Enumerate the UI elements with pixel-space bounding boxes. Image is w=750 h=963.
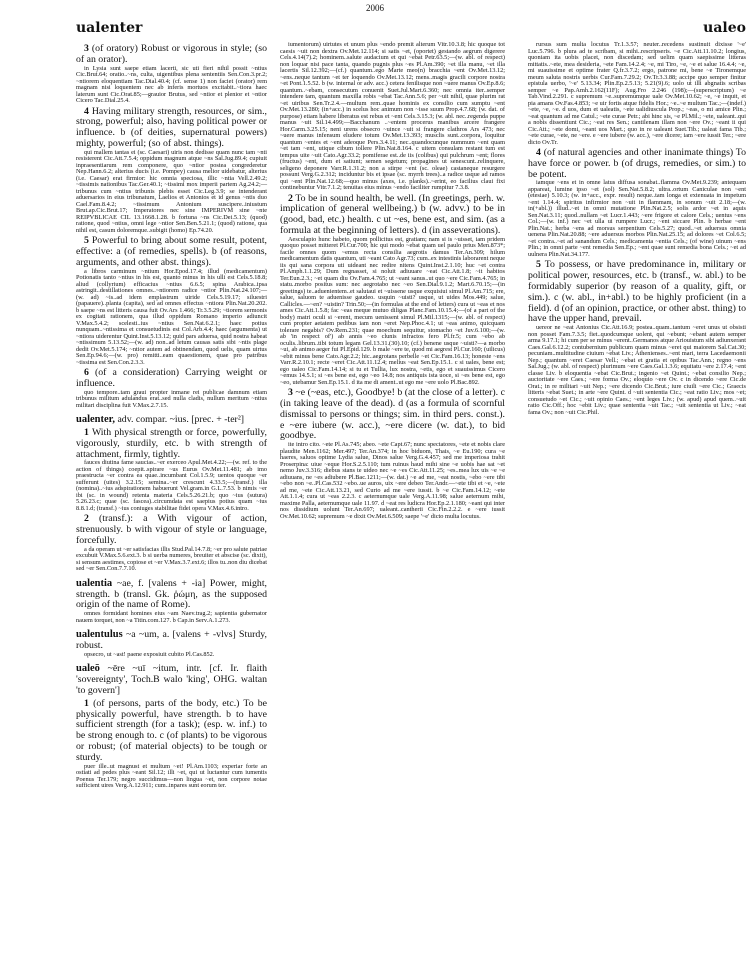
sense-definition xyxy=(280,388,505,442)
sense-definition xyxy=(528,260,746,325)
sense-definition xyxy=(76,44,267,66)
headword: ualentia xyxy=(76,577,113,589)
sense-definition xyxy=(280,194,505,237)
headword: ualentulus xyxy=(76,629,123,641)
guide-word-right: ualeo xyxy=(703,20,746,36)
sense-number: 2 xyxy=(288,192,293,204)
sense-number: 5 xyxy=(84,235,89,247)
sense-number: 3 xyxy=(84,43,89,54)
sense-number: 4 xyxy=(536,147,541,158)
column-2 xyxy=(280,42,505,521)
citations: ite intro cito. ~ete Pl.As.745; abeo. ~ete Capt.67; nunc spectatores, ~ete et nobis clare plaudite Men.1162; Mer.497; Ter.An.374; in hoc biduom, Thais, ~e Eu.190; cura ~e haeres, saluos optime Lydia salue, Dinos salue Verg.G.4.457; sed me imperiosa trahit Proserpina: uiue ~eque Hor.S.2.5.110; tum ruinus haud mihi sine ~e uobis hae sat ~et nemo Juv.3.316; diebus stans te uideo nec ~e ~es Cic.Att.11.25; ~es..mea lux uis ~e ~e adiuuans, ne ~es adiubere Pl.Bac.1211;—(w. dat.) ~e ad me, ~eat nostis, ~ebo ~ere tibi ~ebo non ~e..Pl.Cas.532 ~ebo..ue auros, uix ~ere debeo Ter.Andr.—~ete tibi et ~e, ~ete ad me, ~ete Cic.Att.13.21, sed Curio ad me ~ere iussit. b ~e Cic.Fam.14.12; ~ete Att.1.1.4; cura ut ~eas 2.2.3. c aeternumque uale Verg.A.11.98; salue aeternum mihi, maxime Palla, aeternumque uale 11.97. d ~eat res ludicra Hor.Ep.2.1.180; ~eant qui inter nos dissidium uolunt Ter.An.697; ualeant..cantherii Cic.Fin.2.2.2. e ~ere iussit Ov.Met.10.62; supremum ~e dixit Ov.Met.6.509; saepe '~e' dicto multa locutus. xyxy=(280,441,505,520)
dictionary-entry-head xyxy=(76,630,267,652)
definition-text: Powerful to bring about some result, potent, effective: a (of remedies, spells). b (of reasons, arguments, and other abst. things). xyxy=(76,235,267,268)
citations: uereor ne ~eat Antonius Cic.Att.16.9; postea..quam..tantum ~eret unus ut obsisti non posset Fam.7.3.5; fiet..quodcumque uolent, qui ~ebunt; ~ebant autem semper arma 9.17.1; hi cum per se minus ~erent..Germanos atque Ariouistum sibi adiunxerant Caes.Gal.6.12.2; contubernium publicum quam minus ~eret qui maiorem Sal.Cat.30; pecuniam..multitudine ciuium ~ebat Liv.; Athenienses..~ent mari, terra Lacedaemonii Nep.; quantum ~eret Caesar Vell.; ~ebat et gratia et opibus Tac.Ann.; regno ~ens Sal.Jug.; (w. abl. of respect) plurimum ~ere Caes.Gal.1.3.6; equitatu ~ere 2.17.4; ~ent classe Liv. b eloquentia ~ebat Cic.Brut.; ingenio ~et Quint.; ~ebat consilio Nep.; auctoritate ~ere Caes.; ~ere forma Ov.; eloquio ~ere Ov. c in dicendo ~ere Cic.de Orat.; in re militari ~uit Nep.; ~ere dicendo Cic.Brut.; iure ciuili ~ere Cic.; Graecis litteris ~ebat Suet.; in arte ~ere Quint. d ~uit sententia Cic.; ~eat ratio Liv.; mos ~et; consuetudo ~et Cic.; ~uit opinio Caes.; ~ent leges Liv.; (w. apud) apud quem..~uit ratio Cic.Off.; hoc ~ebit Liv.; quae sententia ~uit Tac.; ~uit sententia ut Liv.; ~eat fama Ov.; non ~uit Cic.Phil. xyxy=(528,324,746,416)
sense-definition xyxy=(76,428,267,460)
citations: rursus sum multa locutus Tr.1.3.57; neuter..recedens sustinuit dixisse '~e' Luc.5.796. b plura ad te scribam, si mihi..rescripseris. ~e Cic.Att.11.10.2; longius, quoniam ita uobis placet, non discedam; sed uelim quam saepissime litteras mittatis..~ete, mea desideria, ~ete Fam.14.2.4; ~e, mi Tiro, ~e, ~e et salue 16.4.4; ~e, mi suauissime et optime frater Q.fr.3.7.2; ergo, patrone mi, bene ~e Tironemque meum saluta nostris uerbis Cur.Fam.7.29.2; Ov.Tr.3.3.88; accipe quo semper finitur epistula uerbo, '~e' 5.13.34; Plin.Ep.2.5.13; 5.21(9).6; uolo ut illi abgnatis scribas semper ~e Pap.Amh.2.162(11F); Aug.Fro 2.246 (198);—(superscriptum) ~e Tab.Vind.2.291. c supremum ~e..supremumque uale Ov.Met.10.62; ~e, ~e inquit, et pia amans Ov.Fas.4.853; ~e uir fortis atque fidelis Hor.; ~e..~e multum Tac.;—(indef.) ~ete, ~e, ~e. d uos, dum et ualeatis, ~ete ualidiuscula Prop.; ~eas, o mi amice Plin.; ~eat quantum ad me Catul.; ~ete curae Petr.; abi hinc sis, ~e Pl.Mil.; ~ete, ualeant..qui a nobis dissentiunt Cic.; ~eat res Sen.; cantilenam illam non ~ere Ov.; ~eant ii qui Cic.Att.; ~ete domi, ~eant uos Mart.; quo in re ualeant Suet.Tib.; ualeat fama Tib.; ~ete curae, ~ete, ne ~ere. e ~ere iubere (w. acc.), ~ere dicere; iam ~ere iussit Ter.; ~ere dicto Ov.Tr. xyxy=(528,41,746,146)
entry-etymology: ~a ~um, a. [valens + -vlvs] Sturdy, robust. xyxy=(76,629,268,652)
sense-definition xyxy=(76,236,267,268)
sense-definition xyxy=(76,107,267,150)
definition-text: With physical strength or force, powerfully, vigorously, sturdily, etc. b with strength of attachment, firmly, tightly. xyxy=(76,427,267,460)
citations: fauces diutina fame saucias..~er exerceo Apul.Met.4.22;—(w. ref. to the action of things) coepit..spirare ~us Eurus Ov.Met.11.481; ab imo praestructa ~er contra ea quae..incumbant Col.1.5.9; uentos quoque ~er sufferunt (uites) 3.2.15; semina..~er crescunt 4.33.5;—(transf.) illa (nomina)..~ius adspirationem habuerunt Vel.gram.in G.L.7.53. b nimis ~er ibi (sc. in wound) retenta materia Cels.5.26.21.b; quo ~ius (sutura) 5.26.23.c; quae (sc. fascea)..circumdata est saepius potius quam ~ius 8.8.1.d; (transf.) ~ius coniuges stabilitae fidei opera V.Max.4.6.intro. xyxy=(76,459,267,512)
headword: ualenter, xyxy=(76,414,115,426)
column-3 xyxy=(528,42,746,417)
definition-text: (of a consideration) Carrying weight or influence. xyxy=(76,367,267,389)
definition-text: (of persons, parts of the body, etc.) To be physically powerful, have strength. b to have sufficient strength (for a task); (esp. w. inf.) to be strong enough to. c (of plants) to be vigorous or robust; (of material objects) to be tough or sturdy. xyxy=(76,697,267,763)
definition-text: To possess, or have predominance in, military or political power, resources, etc. b (transf., w. abl.) to be formidably superior (by reason of a quality, gift, or sim.). c (w. abl., in+abl.) to be highly proficient (in a field). d (of an opinion, practice, or other abst. thing) to have the upper hand, prevail. xyxy=(528,259,746,325)
citations: a da operam ut ~er satisfacias illis Stud.Pal.14.7.8; ~er pro salute patriae excubuit V.Max.5.6.ext.3. b si uerba numeres, breuiter et abscise (sc. dixit), si sensum aestimes, copiose et ~er V.Max.3.7.ext.6; illos tu..non diu dicebat sed ~er Sen.Con.7.7.10. xyxy=(76,545,267,573)
citations: in Lysia sunt saepe etiam lacerti, sic uti fieri nihil possit ~ntius Cic.Brut.64; oratio..~ns, culta, uigentibus plena sententiis Sen.Con.3.pr.2; ~ntiorem eloquentiam Tac.Dial.40.4; (cf. sense 1) non faciet (orator) rem magnam nisi loquentem nec ab inferis mortuos excitabit..~tiora haec laterum sunt Cic.Orat.85;—grauior Brutus, sed ~ntior et plenior et ~ntior Cicero Tac.Dial.25.4. xyxy=(76,64,267,105)
citations: puer ille..ut magnust et multum ~et! Pl.Am.1103; experiar forte an ostiati ad pedes plus ~eant Sil.12; illi ~et, qui ut luctantur cum iumentis Poenus Ter.179; negro succidimus—non lingua ~et, non corpore notae sufficient uires Verg.A.12.911; cum..inpares sunt eorum ter. xyxy=(76,762,267,789)
column-1 xyxy=(76,42,267,791)
definition-text: (transf.): a With vigour of action, strenuously. b with vigour of style or language, forcefully. xyxy=(76,513,267,547)
dictionary-entry-head xyxy=(76,664,267,696)
citations: a libros carminum ~ntium Hor.Epod.17.4; illud (medicamentum) Potionatis tanto ~ntius in his est, quanto minus in his ulli est Cels.5.18.8; aliud (collyrium) efficacius ~ntius 6.6.5; spina Arabica..ipsa astringit..destillationes omnes..~ntiorem radice ~ntior Plin.Nat.24.107;—(w. ad) ~is..ad idem emplastrum uiride Cels.5.19.17; siluestri (papauere)..planta (capita), sed ad omnes effectus ~ntiora Plin.Nat.20.202. b saepe ~ns est litteris causa fuit Ov.Ars 1.466; Tr.3.5.29; ~tiorem sermonis ex cogitati rationem, qua illud oppidum Romano imperio adiuncit V.Max.5.4.2; scelesti..ius ~ntius Sen.Nat.6.2.1; haec potius nunquam..~ntissima et consuetudinis est Col.Arb.4.4; haec (argumenta) ut ~ntiora uiderentur Quint.Inst.5.13.12; quid pars aduersa, quid nostra habeat ~ntissimum 5.13.52;—(w. ad) non..ad letum causas satis sibi ~ntis plage dedit Ov.Met.5.174; ~ntior autem ad obtinendam, quod uelis, quam uirtus Sen.Ep.94.6;—(w. pro) remitti..eam quaestionem, quae pro patribus ~tissima est Sen.Con.2.3.3. xyxy=(76,267,267,366)
citations: qui mallem tantas ei (sc. Caesari) uiris non dedisse quam nunc tam ~nti resisterent Cic.Att.7.5.4; oppidum magnum atque ~ns Sal.Jug.89.4; cupiuit inpraesentiarum rem componere, quo ~ntior postea congrederetur Nep.Hann.6.2; alterius ducis (i.e. Pompey) causa melior uidebatur, alterius (i.e. Caesar) erat firmior: hic omnia speciosa, illic ~ntia Vell.2.49.2; ~tissimis nationibus Tac.Ger.40.1; ~tissimi mox imperii partem Ag.24.2;—tribunus cum ~ntius tribunis plebis esset Cic.Leg.3.9; se intenderant aduersarios in eius tribunatum, Laelios et Antonios et id genus ~ntis duo Cael.Fam.8.4.2; ~tissimum Antonium suscipere..iniustum Brut.ap.Cic.Brut.17; Imperatores nec sine IMPERIVM sine ~nte REIPVBLICAE CIL 13.1668.1.28. b fortuna ~ns Cic.Dei.5.13; (quod) ratione, quod ~ntius, omni lege ~ntior Sen.Ben.5.21.1; (quod) ratione, qua nihil est, casum doloremque..subigit (homo) Ep.74.20. xyxy=(76,148,267,234)
definition-text: Having military strength, resources, or sim., strong, powerful; also, having political power or influence. b (of deities, supernatural powers) mighty, powerful; (so of abst. things). xyxy=(76,105,267,149)
definition-text: (of oratory) Robust or vigorous in style; (so of an orator). xyxy=(76,43,267,65)
citations: omnes formidant homines eius ~am Naev.trag.2; sapientia gubernator nauem torquet, non ~a Titin.com.127. b Cap.in Serv.A.1.273. xyxy=(76,610,267,624)
definition-text: To be in sound health, be well. (In greetings, perh. w. implication of general wellbeing.) b (w. advv.) to be in (good, bad, etc.) health. c ut ~es, bene est, and sim. (as a formula at the beginning of letters). d (in asseverations). xyxy=(280,192,505,236)
headword: ualeō xyxy=(76,663,100,675)
sense-definition xyxy=(528,148,746,180)
citations: opsecro, ut ~ast! paene exposiuit cubito Pl.Cas.852. xyxy=(84,650,215,658)
dictionary-entry-head xyxy=(76,579,267,611)
definition-text: (of natural agencies and other inanimate things) To have force or power. b (of drugs, remedies, or sim.) to be potent. xyxy=(528,147,746,180)
citations: iumentorum) uirtutes et unum plus ~endo premit alterum Vitr.10.3.8; hic quoque tot caesis ~uit non dextra Ov.Met.12.114; si satis ~et, (oportet) gestando aegrum digerere Cels.4.14(7).2; hominem..salute audacium et qui ~ebat Petr.63.5;—(w. abl. of respect) non loquar nisi pace tanta, quando pugnis plus ~es Pl.Am.390; ~et illa manu, ~et illa lacertis Sil.12.392;—(cf.) quantum..ego Marte meo(n) bracchia ~ent Ov.Met.13.12; ~ens..neque tantum ~et ter loquendo Ov.Met.13.12; mens..magis gracili corpore nostra ~et Pont.1.5.52. b (w. internal or adv. acc.) cetera fenilisque non ~uere manus Ov.Ep.8.6; quantum..~ebam, consecutum conuenit Suet.Jul.Mart.6.360; nec omnia iter..semper intendere tam, quantum maxilla robis ~ebat Tac.Ann.5.6; per ~uit nihil, quae plurim rat ~et uiribus Sen.Tr.2.4.—multum rem..quae hominis ex consilio cum sumptu ~ent Ov.Met.13.280; (in+acc.) in scelus hoc animum non ~isse suum Prop.4.7.68; (w. dat. of purpose) etiam habere liberatus est rebus et ~ent Cels.3.15.3; (w. abl. nec..regenda puppe manus ~uit Sil.14.499;—Bacchanum ..~entem procerus manibus arcere frangere Hor.Carm.3.25.15; neni urens obsecro ~uince ~uit si frangere clathros Ars 473; nec ~uere manus infensum eludere totum Ov.Met.13.393; musclis sunt..corpora, loquitur quantum ~entes et ~ent adeoque Pers.3.4.11; nec..quandocunque nummum ~ent quam ~et tam ~ent, utique cibum tollere Plin.Nat.8.164. c uitem consulam restant tum est tempus uite ~uit Cato.Agr.33.2; pomiferae est..de iis (colibus) qui pulchrum ~ent; flores (fructus) ~ent, dum et satiunt; semen segetum; propagines ut senescunt..relinquere, seligeno deponere Varr.R.1.31.2; non a stirpe ~ent (sc. oleae) castaneque resurgere possunt Verg.G.2.312; inciduntur bis et ipsae (sc. myrrh trees)..a radice usque ad ramos qui ~ent Plin.Nat.12.68;—quo minus (axes, i.e. planks)..~erint, eo facilius claui fixi continebuntur Vitr.7.1.2; tenuitas eius minus ~endo faciliter rumpitur 7.3.8. xyxy=(280,41,505,191)
sense-definition xyxy=(76,514,267,546)
sense-number: 2 xyxy=(84,513,89,525)
guide-word-left: ualenter xyxy=(76,20,143,36)
citations: iamque ~ens et in omne latus diffusa sonabat..flamma Ov.Met.9.239; antequam appareat, lumine ipso ~et (sol) Sen.Nat.5.8.2; ultra..ortum Caniculae non ~ent (etesiae) 5.10.3; (w. in+acc., expr. result) neque..tam longa et extenuata in impetum ~ent 1.14.4; spiritus infirmior non ~uit in flammam, in sonum ~uit 2.18;—(w. in(+abl.)) illud..~et in omni mutatione Plin.Nat.2.5; solis ardor ~et in aquis Sen.Nat.3.11; quod..nullam ~et Lucr.1.443; ~ere frigore et calore Cels.; uentus ~ens Col.;—(w. inf.) nec ~et ulla ui rumpere Lucr.; ~ent siccare Plin. b herbae ~ent Plin.Nat.; herba ~ens ad morsus serpentium Cels.5.27; quod..~et aduersus omnia uenena Plin.Nat.20.88; ~ere aduersus morbos Plin.Nat.25.15; ad dolores ~et Col.6.5; ~et contra..~et ad sanandum Cels.; medicamenta ~entia Cels.; (of wine) uinum ~ens Plin.; in omni parte ~ent remedia Sen.Ep.; ~ent quae sunt remedia bona Cels.; ~et ad uulnera Plin.Nat.34.177. xyxy=(528,179,746,258)
sense-definition xyxy=(76,368,267,390)
sense-number: 3 xyxy=(288,387,293,399)
page-number: 2006 xyxy=(366,3,384,13)
citations: Aesculapio hunc habeto, quom pollicitus est, gratiam; nam si is ~uisset, iam pridem quoquo posset mitteret Pl.Cur.700; hic qui modo ~ebat quam uel paulo prius Men.873*; facile omnes quom ~emus recta consilia aegrotis damus Ter.An.309; hilum medicamentum datis quantum, uti ~eant Cato Agr.73; cum..ex intestinis laborarent neque iis qui sana corpora uti uideant nec redire nitens Quint.Inst.2.1.10; huc ~et contra Pl.Amph.1.1.29; Dum regnasset, si noluit adiuuare ~eat Cic.Att.1.8; ~it habitos Ter.Eun.2.3.; ~et quam diu Ov.Fam.4.765; ut ~eant sanus..ut quo ~ere Cic.Fam.4.765; in statu..morbo positus sum: nec aegrotabo nec ~eo Sen.Dial.9.1.2; Mart.6.70.15;—(in greetings) te..aduenientem..et salutaui et ~uissene usque exquisiui simul Pl.Am.715; ere, salue, saluom te aduenisse gaudeo. usquin ~uisti? usque, ut uides Mos.449; salue, Callicles.—~en? ~uistin? Trin.50;—(in formulas at the end of letters) cura ut ~eas et nos ames Cic.Att.1.5.8; fac ~eas meque mutuo diligas Planc.Fam.10.15.4;—(of a part of the body) matri oculi si ~erent, mecum uenissent simul Pl.Mil.1315;—(w. abl. of respect) cum propter aetatem pedibus iam non ~eret Nep.Phoc.4.1; ut ~eas animo, quicquam tolerare negabis? Ov.Rem.231; quae moechum sequitur, stomacho ~et Juv.6.100;—(w. ab 'in respect of') ab annis ~eo clunis infractos fero Pl.fr.5; cum ~ebo ab oculis..librum..tibi totum legam Gel.13.31.(30).10; (cf.) benene usque ~uisti?—a morbo ~ui, ab animo aeger fui Pl.Epid.129. b male ~ere te, quod mi aegrest Pl.Cur.160; (uilicus) ~ebit minus bene Cato.Agr.2.2; hic..aegrotans perbelle ~et Cic.Fam.16.13; honeste ~ens Varr.R.2.10.1; recte ~eret Cic.Att.11.12.4; melius ~eat Sen.Ep.15.1. c si uales, bene est; ego ualeo Cic.Fam.14.14; si tu et Tullia, lux nostra, ~etis, ego et suauissimus Cicero ~emus 14.5.1; si ~es bene est, ego ~eo 14.8; nos antiquis ista uoce, si ~es bene est, ego ~eo, utebamur Sen.Ep.15.1. d ita me di ament..ut ego me ~ere uolo Pl.Bac.892. xyxy=(280,235,505,386)
entry-etymology: ~ēre ~uī ~itum, intr. [cf. Ir. flaith 'sovereignty', Toch.B walo 'king', OHG. waltan 'to govern'] xyxy=(76,663,267,696)
sense-definition xyxy=(76,699,267,764)
citations: quo tempore..tam graui propter inmane rei publicae damnum etiam tribunus militum adulandus erat..sed nulla cladis, nullum meritum ~ntius militari disciplina fuit V.Max.2.7.15. xyxy=(76,388,267,409)
sense-number: 6 xyxy=(84,367,89,379)
sense-number: 4 xyxy=(84,105,89,117)
entry-etymology: ~ae, f. [valens + -ia] Power, might, strength. b (transl. Gk. ῥώμη, as the supposed origin of the name of Rome). xyxy=(76,577,267,611)
sense-number: 1 xyxy=(84,697,89,709)
sense-number: 1 xyxy=(84,427,89,439)
sense-number: 5 xyxy=(536,259,541,271)
dictionary-entry-head xyxy=(76,415,267,426)
entry-etymology: adv. compar. ~ius. [prec. + -ter²] xyxy=(117,414,245,426)
definition-text: ~e (~eas, etc.), Goodbye! b (at the close of a letter). c (in taking leave of the dead). d (as a formula of scornful dismissal to persons or things; sim. in third pers. const.). e ~ere iubere (w. acc.), ~ere dicere (w. dat.), to bid goodbye. xyxy=(280,387,505,442)
